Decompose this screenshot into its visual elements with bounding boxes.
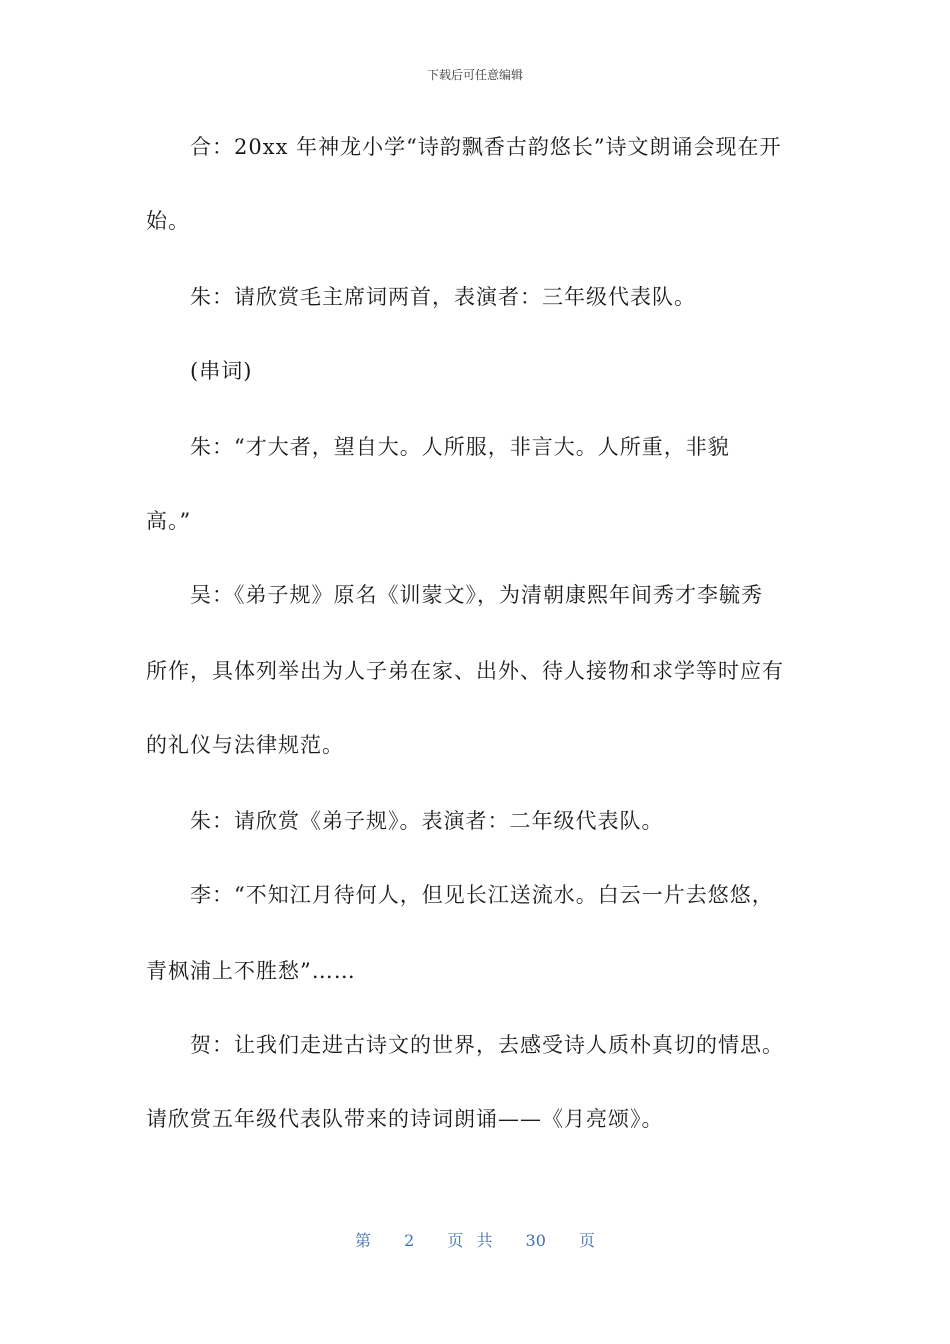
body-line: 贺：让我们走进古诗文的世界，去感受诗人质朴真切的情思。: [190, 1033, 784, 1057]
body-line: 李：“不知江月待何人，但见长江送流水。白云一片去悠悠，: [190, 883, 774, 907]
body-line: 的礼仪与法律规范。: [146, 733, 344, 757]
footer-total-pages: 30: [525, 1231, 546, 1250]
body-line: (串词): [190, 359, 253, 383]
footer-middle: 页 共: [447, 1231, 493, 1250]
body-line: 请欣赏五年级代表队带来的诗词朗诵——《月亮颂》。: [146, 1107, 664, 1131]
body-line: 朱：“才大者，望自大。人所服，非言大。人所重，非貌: [190, 435, 730, 459]
body-line: 所作，具体列举出为人子弟在家、出外、待人接物和求学等时应有: [146, 659, 784, 683]
footer-suffix: 页: [579, 1231, 596, 1250]
body-line: 高。”: [146, 509, 192, 533]
body-line: 合：20xx 年神龙小学“诗韵飘香古韵悠长”诗文朗诵会现在开: [190, 135, 782, 159]
footer-page-number: 2: [404, 1231, 415, 1250]
page-header: 下载后可任意编辑: [426, 68, 523, 82]
body-line: 吴：《弟子规》原名《训蒙文》，为清朝康熙年间秀才李毓秀: [190, 583, 763, 607]
body-line: 始。: [146, 209, 190, 233]
body-line: 青枫浦上不胜愁”……: [146, 959, 356, 983]
body-line: 朱：请欣赏《弟子规》。表演者：二年级代表队。: [190, 809, 664, 833]
footer-prefix: 第: [354, 1231, 371, 1250]
page-footer: [0, 1228, 950, 1251]
body-line: 朱：请欣赏毛主席词两首，表演者：三年级代表队。: [190, 285, 696, 309]
